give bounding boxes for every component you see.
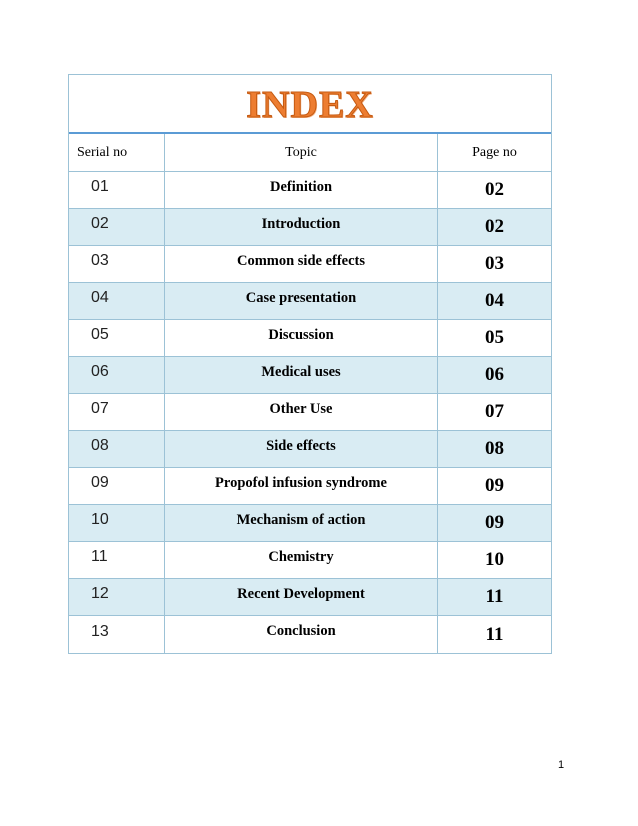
title-row (69, 75, 551, 134)
page-number: 1 (558, 759, 565, 771)
page-cell (438, 172, 551, 208)
table-row (69, 320, 551, 357)
serial-number: 09 (91, 474, 109, 491)
serial-cell (69, 431, 165, 467)
header-serial-cell (69, 134, 165, 171)
index-table (68, 74, 552, 654)
serial-number: 04 (91, 289, 109, 306)
table-row (69, 505, 551, 542)
page-ref: 02 (485, 179, 504, 200)
serial-number: 07 (91, 400, 109, 417)
topic-cell (165, 468, 438, 504)
page-ref: 03 (485, 253, 504, 274)
serial-number: 02 (91, 215, 109, 232)
topic-text: Propofol infusion syndrome (215, 474, 387, 491)
page-cell (438, 616, 551, 653)
page-cell (438, 394, 551, 430)
table-row (69, 431, 551, 468)
topic-text: Side effects (266, 437, 336, 454)
topic-cell (165, 209, 438, 245)
page-ref: 04 (485, 290, 504, 311)
header-topic-cell (165, 134, 438, 171)
table-body (69, 172, 551, 653)
serial-cell (69, 283, 165, 319)
serial-cell (69, 357, 165, 393)
serial-cell (69, 320, 165, 356)
page-ref: 08 (485, 438, 504, 459)
topic-cell (165, 579, 438, 615)
topic-text: Introduction (261, 215, 341, 232)
topic-cell (165, 246, 438, 282)
header-page-cell (438, 134, 551, 171)
topic-cell (165, 505, 438, 541)
header-page-label: Page no (472, 144, 517, 160)
topic-text: Recent Development (237, 585, 365, 602)
table-row (69, 209, 551, 246)
serial-cell (69, 394, 165, 430)
table-row (69, 394, 551, 431)
serial-number: 12 (91, 585, 109, 602)
topic-text: Mechanism of action (236, 511, 366, 528)
table-row (69, 468, 551, 505)
topic-cell (165, 542, 438, 578)
topic-cell (165, 431, 438, 467)
serial-number: 03 (91, 252, 109, 269)
topic-cell (165, 172, 438, 208)
serial-cell (69, 505, 165, 541)
page-cell (438, 209, 551, 245)
topic-cell (165, 357, 438, 393)
page-cell (438, 283, 551, 319)
serial-number: 05 (91, 326, 109, 343)
table-row (69, 579, 551, 616)
serial-number: 13 (91, 622, 109, 640)
page-cell (438, 431, 551, 467)
topic-text: Conclusion (266, 623, 336, 639)
topic-text: Definition (269, 178, 333, 195)
serial-number: 06 (91, 363, 109, 380)
page-cell (438, 468, 551, 504)
page-ref: 06 (485, 364, 504, 385)
topic-cell (165, 320, 438, 356)
page-ref: 05 (485, 327, 504, 348)
table-row (69, 246, 551, 283)
page-ref: 09 (485, 512, 504, 533)
topic-text: Case presentation (245, 289, 357, 306)
serial-cell (69, 616, 165, 653)
page-cell (438, 357, 551, 393)
page-ref: 02 (485, 216, 504, 237)
page-ref: 11 (485, 623, 504, 645)
topic-text: Other Use (269, 400, 333, 417)
table-row (69, 357, 551, 394)
serial-cell (69, 209, 165, 245)
table-row (69, 616, 551, 653)
serial-cell (69, 468, 165, 504)
header-topic-label: Topic (285, 144, 317, 160)
topic-cell (165, 616, 438, 653)
page-ref: 11 (485, 586, 504, 607)
topic-cell (165, 283, 438, 319)
page-ref: 10 (485, 549, 504, 570)
header-serial-label: Serial no (77, 144, 128, 160)
topic-text: Chemistry (268, 548, 334, 565)
serial-cell (69, 172, 165, 208)
serial-number: 10 (91, 511, 109, 528)
table-row (69, 172, 551, 209)
index-title: INDEX (246, 84, 374, 126)
page-cell (438, 542, 551, 578)
page-cell (438, 320, 551, 356)
page-ref: 07 (485, 401, 504, 422)
topic-text: Medical uses (261, 363, 341, 380)
serial-number: 01 (91, 178, 109, 195)
topic-text: Discussion (268, 326, 334, 343)
page-cell (438, 505, 551, 541)
page-cell (438, 579, 551, 615)
serial-cell (69, 246, 165, 282)
table-row (69, 283, 551, 320)
page-ref: 09 (485, 475, 504, 496)
table-header-row (69, 134, 551, 172)
serial-number: 11 (91, 548, 108, 565)
serial-cell (69, 579, 165, 615)
serial-number: 08 (91, 437, 109, 454)
topic-cell (165, 394, 438, 430)
table-row (69, 542, 551, 579)
topic-text: Common side effects (236, 252, 366, 269)
page-cell (438, 246, 551, 282)
serial-cell (69, 542, 165, 578)
